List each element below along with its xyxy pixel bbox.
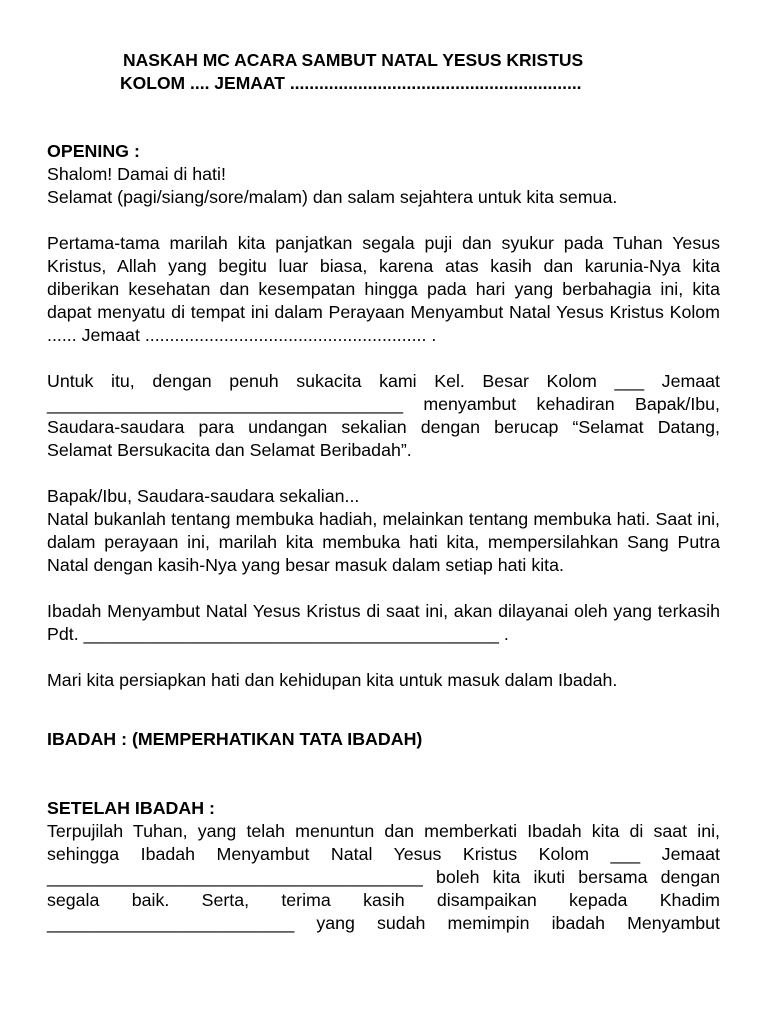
title-line-1: NASKAH MC ACARA SAMBUT NATAL YESUS KRISTUS (123, 50, 584, 70)
title-line-2: KOLOM .... JEMAAT ............................................................ (120, 73, 582, 93)
document-title (120, 49, 680, 95)
setelah-ibadah-paragraph: Terpujilah Tuhan, yang telah menuntun dan memberkati Ibadah kita di saat ini, sehingga Ibadah Menyambut Natal Yesus Kristus Kolom ___ Jemaat ______________________________________ boleh kita ikuti bersama dengan segala baik. Serta, terima kasih disampaikan kepada Khadim _________________________ yang sudah memimpin ibadah Menyambut (47, 821, 720, 933)
ibadah-heading: IBADAH : (MEMPERHATIKAN TATA IBADAH) (47, 729, 423, 749)
opening-paragraph-5: Mari kita persiapkan hati dan kehidupan kita untuk masuk dalam Ibadah. (47, 670, 618, 690)
document-body (47, 140, 720, 935)
opening-heading: OPENING : (47, 141, 140, 161)
opening-salutation: Selamat (pagi/siang/sore/malam) dan salam sejahtera untuk kita semua. (47, 187, 618, 207)
setelah-ibadah-heading: SETELAH IBADAH : (47, 798, 215, 818)
opening-paragraph-2: Untuk itu, dengan penuh sukacita kami Kel. Besar Kolom ___ Jemaat ____________________________________ menyambut kehadiran Bapak/Ibu, Saudara-saudara para undangan sekalian dengan berucap “Selamat Datang, Selamat Bersukacita dan Selamat Beribadah”. (47, 371, 720, 460)
opening-paragraph-3: Natal bukanlah tentang membuka hadiah, melainkan tentang membuka hati. Saat ini, dalam perayaan ini, marilah kita membuka hati kita, mempersilahkan Sang Putra Natal dengan kasih-Nya yang besar masuk dalam setiap hati kita. (47, 509, 720, 575)
opening-greeting: Shalom! Damai di hati! (47, 164, 226, 184)
opening-paragraph-4: Ibadah Menyambut Natal Yesus Kristus di saat ini, akan dilayanai oleh yang terkasih Pdt. __________________________________________ . (47, 601, 720, 644)
opening-paragraph-3-intro: Bapak/Ibu, Saudara-saudara sekalian... (47, 486, 360, 506)
opening-paragraph-1: Pertama-tama marilah kita panjatkan segala puji dan syukur pada Tuhan Yesus Kristus, Allah yang begitu luar biasa, karena atas kasih dan karunia-Nya kita diberikan kesehatan dan kesempatan hingga pada hari yang berbahagia ini, kita dapat menyatu di tempat ini dalam Perayaan Menyambut Natal Yesus Kristus Kolom ...... Jemaat ......................................................... . (47, 233, 720, 345)
